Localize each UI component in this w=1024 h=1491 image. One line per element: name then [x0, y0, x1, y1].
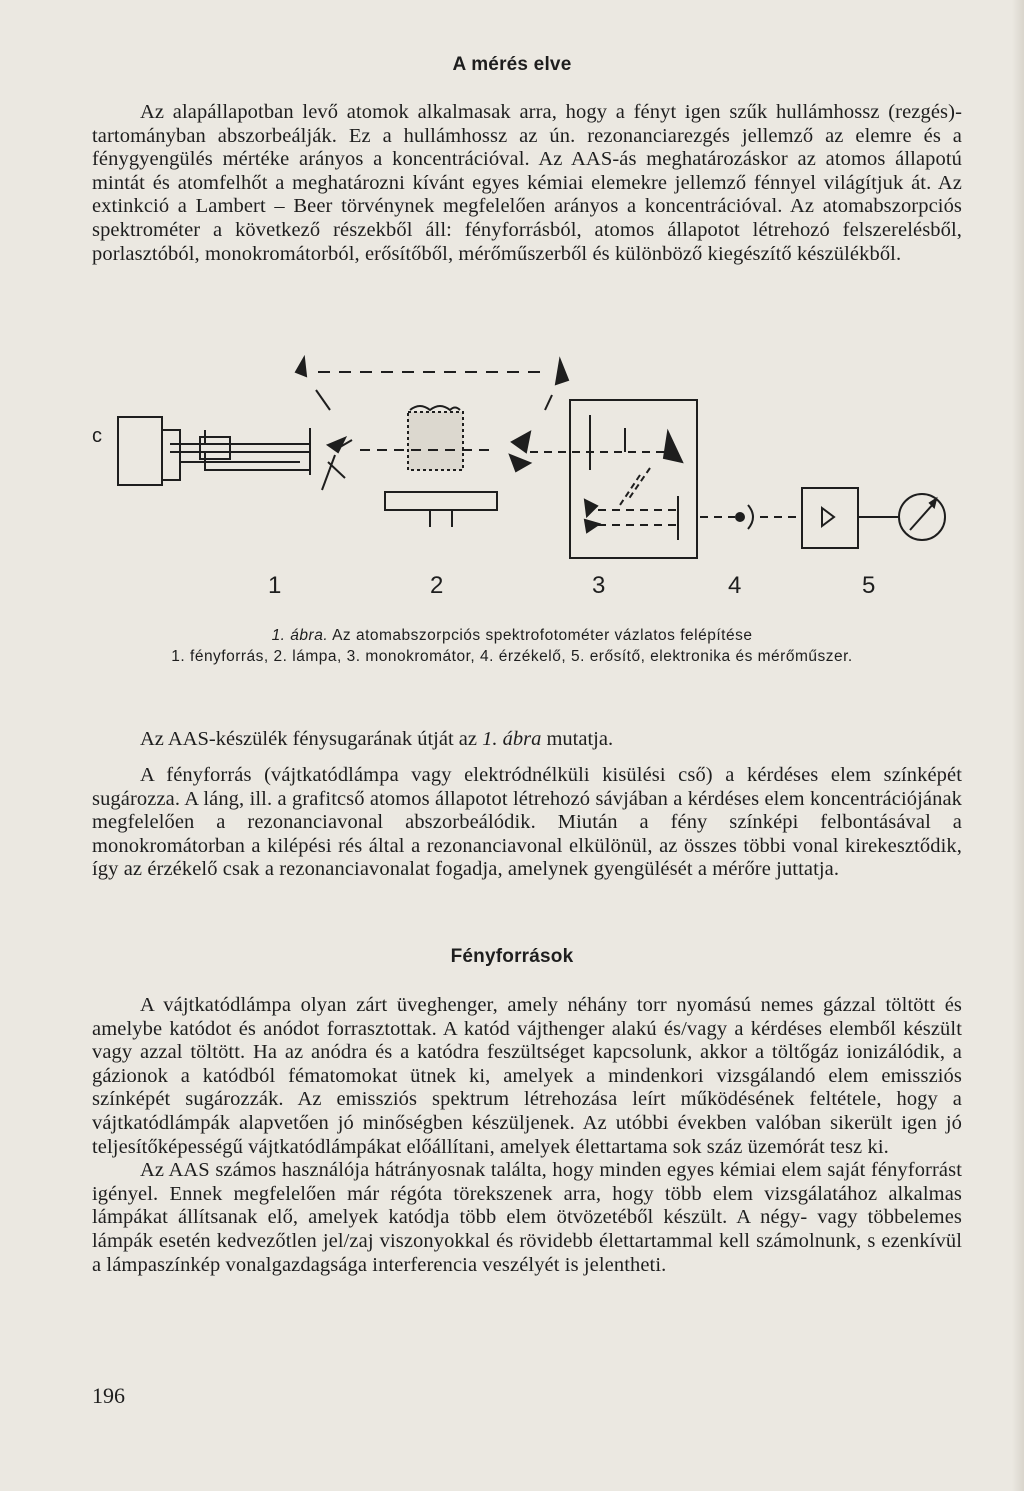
atomizer-burner: [360, 406, 497, 527]
paragraph-2-block: [92, 764, 962, 882]
path-sentence-before: Az AAS-készülék fénysugarának útját az: [140, 728, 483, 750]
page-title: A mérés elve: [452, 54, 572, 75]
aas-schematic-diagram: [0, 0, 1024, 620]
figure-number-1: 1: [268, 572, 282, 599]
figure-reference: 1. ábra: [482, 728, 542, 750]
label-c: c: [92, 425, 102, 447]
figure-caption: [0, 626, 1024, 646]
paragraph-4: Az AAS számos használója hátrányosnak találta, hogy minden egyes kémiai elem saját fényforrást igényel. Ennek megfelelően már régóta törekszenek arra, hogy több elem vizsgálatához alkalmas lámpákat állítsanak elő, amelyek katódja több elem ötvözetéből készült. A négy- vagy többelemes lámpák esetén kedvezőtlen jel/zaj viszonyokkal és rövidebb élettartammal kell számolnunk, s ezenkívül a lámpaszínkép vonalgazdagsága interferencia veszélyét is jelentheti.: [92, 1159, 962, 1276]
path-sentence-after: mutatja.: [541, 728, 614, 750]
figure-number-4: 4: [728, 572, 742, 599]
chopper-mirror: [322, 438, 352, 490]
figure-number-3: 3: [592, 572, 606, 599]
mirror-top-right: [556, 360, 568, 384]
light-source-lamp: [118, 417, 310, 485]
figure-number-2: 2: [430, 572, 444, 599]
monochromator: [510, 400, 697, 558]
intro-paragraph: Az alapállapotban levő atomok alkalmasak arra, hogy a fényt igen szűk hullámhossz (rezgés)-tartományban abszorbeálják. Ez a hullámhossz az ún. rezonanciarezgés jellemző az elemre és a fénygyengülés mértéke arányos a koncentrációval. Az AAS-ás meghatározáskor az atomos állapotú mintát és atomfelhőt a meghatározni kívánt egyes kémiai elemekre jellemző fénnyel világítjuk át. Az extinkció a Lambert – Beer törvénynek megfelelően arányos a koncentrációval. Az atomabszorpciós spektrométer a következő részekből áll: fényforrásból, atomos állapotot létrehozó felszerelésből, porlasztóból, monokromátorból, erősítőből, mérőműszerből és különböző kiegészítő készülékből.: [92, 101, 962, 265]
caption-title: Az atomabszorpciós spektrofotométer vázlatos felépítése: [332, 627, 753, 644]
mirror-top-left: [296, 358, 306, 376]
figure-number-5: 5: [862, 572, 876, 599]
section-title: Fényforrások: [450, 946, 574, 967]
caption-number: 1. ábra.: [271, 627, 329, 644]
paragraph-3-block: [92, 994, 962, 1277]
detector: [700, 505, 800, 529]
paragraph-2: A fényforrás (vájtkatódlámpa vagy elektródnélküli kisülési cső) a kérdéses elem színképét sugározza. A láng, ill. a grafitcső atomos állapotot létrehozó sávjában a kérdéses elem koncentrációjának megfelelően a rezonanciavonal abszorbeálódik. Miután a fény színképi felbontásával a monokromátorban a kilépési rés által a rezonanciavonal elkülönül, az összes többi vonal kirekesztődik, így az érzékelő csak a rezonanciavonalat fogadja, amelynek gyengülését a mérőre juttatja.: [92, 764, 962, 881]
page-number: 196: [92, 1383, 125, 1408]
path-sentence: [92, 728, 962, 752]
figure-legend: 1. fényforrás, 2. lámpa, 3. monokromátor, 4. érzékelő, 5. erősítő, elektronika és mérőműszer.: [171, 648, 853, 665]
amplifier-and-meter: [802, 488, 945, 548]
paragraph-3: A vájtkatódlámpa olyan zárt üveghenger, amely néhány torr nyomású nemes gázzal töltött és amelybe katódot és anódot forrasztottak. A katód vájthenger alakú és/vagy a kérdéses elemből készült vagy azzal töltött. Ha az anódra és a katódra feszültséget kapcsolunk, akkor a töltőgáz ionizálódik, a gázionok a katódból fématomokat ütnek ki, amelyek a mindenkori vizsgálandó elem emissziós színképét sugározzák. Az emissziós spektrum létrehozása leírt működésének feltétele, hogy a vájtkatódlámpák alapvetően jó minőségben készüljenek. Az utóbbi években valóban sikerült igen jó teljesítőképességű vájtkatódlámpákat előállítani, amelyek élettartama sok száz üzemórát tesz ki.: [92, 994, 962, 1158]
